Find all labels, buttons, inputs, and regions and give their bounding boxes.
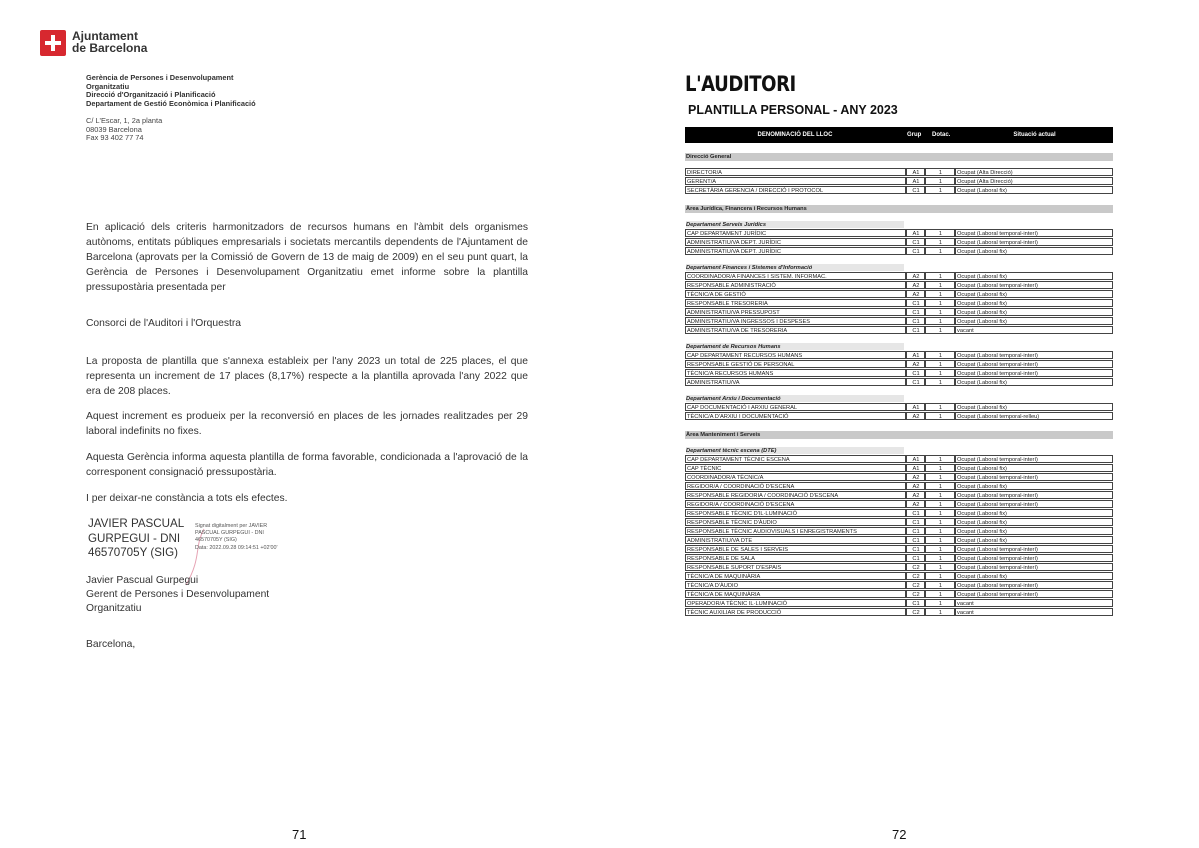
page-number: 72 (892, 827, 907, 842)
group-cell: A1 (906, 455, 925, 463)
table-row (685, 351, 1113, 360)
table-row (685, 177, 1113, 186)
table-row (685, 554, 1113, 563)
status-cell: vacant (955, 599, 1113, 607)
table-row (685, 378, 1113, 387)
position-cell: ADMINISTRATIU/VA PRESSUPOST (685, 308, 906, 316)
dotation-cell: 1 (925, 590, 955, 598)
table-row (685, 317, 1113, 326)
status-cell: Ocupat (Laboral fix) (955, 317, 1113, 325)
section-label: Departament Serveis Jurídics (686, 221, 904, 228)
department-header-row (685, 394, 1113, 403)
status-cell: Ocupat (Laboral fix) (955, 403, 1113, 411)
address-line: Fax 93 402 77 74 (86, 133, 144, 143)
status-cell: Ocupat (Laboral temporal-interí) (955, 545, 1113, 553)
position-cell: CAP DEPARTAMENT TÈCNIC ESCENA (685, 455, 906, 463)
position-cell: RESPONSABLE SUPORT D'ESPAIS (685, 563, 906, 571)
position-cell: RESPONSABLE TÈCNIC D'IL·LUMINACIÓ (685, 509, 906, 517)
position-cell: CAP DOCUMENTACIÓ I ARXIU GENERAL (685, 403, 906, 411)
dotation-cell: 1 (925, 369, 955, 377)
city-line: Barcelona, (86, 639, 136, 650)
group-cell: C1 (906, 186, 925, 194)
body-paragraph: Aquest increment es produeix per la reconversió en places de les jornades realitzades per 29 laboral indefinits no fixes. (86, 411, 528, 437)
group-cell: A2 (906, 281, 925, 289)
table-row (685, 536, 1113, 545)
position-cell: RESPONSABLE TÈCNIC AUDIOVISUALS I ENREGISTRAMENTS (685, 527, 906, 535)
status-cell: Ocupat (Laboral temporal-relleu) (955, 412, 1113, 420)
group-cell: C1 (906, 247, 925, 255)
position-cell: ADMINISTRATIU/VA DTE (685, 536, 906, 544)
status-cell: Ocupat (Laboral fix) (955, 299, 1113, 307)
table-row (685, 369, 1113, 378)
dotation-cell: 1 (925, 500, 955, 508)
group-cell: A2 (906, 412, 925, 420)
body-paragraph: En aplicació dels criteris harmonitzadors de recursos humans en l'àmbit dels organismes autònoms, entitats públiques empresarials i societats mercantils dependents de l'Ajuntament de Barcelona (aprovats per la Comissió de Govern de 13 de maig de 2009) en el seu punt quart, la Gerència de Persones i Desenvolupament Organitzatiu emet informe sobre la plantilla pressupostària presentada per (86, 222, 528, 293)
dotation-cell: 1 (925, 536, 955, 544)
position-cell: REGIDOR/A / COORDINACIÓ D'ESCENA (685, 500, 906, 508)
spacer-row (685, 256, 1113, 263)
position-cell: RESPONSABLE DE SALES I SERVEIS (685, 545, 906, 553)
spacer-row (685, 335, 1113, 342)
table-row (685, 563, 1113, 572)
position-cell: CAP TÈCNIC (685, 464, 906, 472)
dotation-cell: 1 (925, 299, 955, 307)
group-cell: A1 (906, 168, 925, 176)
spacer-row (685, 195, 1113, 202)
spacer-row (685, 213, 1113, 220)
group-cell: C2 (906, 590, 925, 598)
group-cell: A1 (906, 229, 925, 237)
department-line: Departament de Gestió Econòmica i Planificació (86, 98, 256, 108)
status-cell: Ocupat (Laboral temporal-interí) (955, 360, 1113, 368)
position-cell: TÈCNIC/A RECURSOS HUMANS (685, 369, 906, 377)
department-block (86, 74, 256, 108)
table-row (685, 491, 1113, 500)
group-cell: A2 (906, 500, 925, 508)
group-cell: A1 (906, 351, 925, 359)
header-dotac: Dotac. (932, 132, 951, 138)
status-cell: Ocupat (Laboral fix) (955, 482, 1113, 490)
dotation-cell: 1 (925, 308, 955, 316)
table-row (685, 308, 1113, 317)
section-label: Departament de Recursos Humans (686, 343, 904, 350)
group-cell: C1 (906, 599, 925, 607)
signer-line: Organitzatiu (86, 603, 142, 614)
section-label: Àrea Manteniment i Serveis (686, 432, 761, 438)
status-cell: vacant (955, 608, 1113, 616)
group-cell: C1 (906, 299, 925, 307)
position-cell: SECRETÀRIA GERENCIA / DIRECCIÓ I PROTOCOL (685, 186, 906, 194)
status-cell: Ocupat (Laboral temporal-interí) (955, 369, 1113, 377)
group-cell: C1 (906, 536, 925, 544)
header-name: DENOMINACIÓ DEL LLOC (757, 132, 833, 138)
table-row (685, 272, 1113, 281)
status-cell: Ocupat (Laboral fix) (955, 464, 1113, 472)
dotation-cell: 1 (925, 229, 955, 237)
status-cell: Ocupat (Laboral temporal-interí) (955, 491, 1113, 499)
dotation-cell: 1 (925, 482, 955, 490)
address-line: 08039 Barcelona (86, 124, 142, 134)
position-cell: GERENT/A (685, 177, 906, 185)
status-cell: Ocupat (Alta Direcció) (955, 177, 1113, 185)
auditori-logo: L'AUDITORI (685, 72, 796, 96)
position-cell: RESPONSABLE GESTIÓ DE PERSONAL (685, 360, 906, 368)
status-cell: Ocupat (Laboral fix) (955, 572, 1113, 580)
section-label: Departament Finances i Sistemes d'Informació (686, 264, 904, 271)
status-cell: Ocupat (Laboral temporal-interí) (955, 473, 1113, 481)
table-row (685, 590, 1113, 599)
status-cell: Ocupat (Laboral temporal-interí) (955, 590, 1113, 598)
address-line: C/ L'Escar, 1, 2a planta (86, 116, 163, 125)
status-cell: Ocupat (Laboral fix) (955, 527, 1113, 535)
table-row (685, 229, 1113, 238)
group-cell: A2 (906, 473, 925, 481)
table-row (685, 290, 1113, 299)
group-cell: C1 (906, 317, 925, 325)
position-cell: TÈCNIC AUXILIAR DE PRODUCCIÓ (685, 608, 906, 616)
dotation-cell: 1 (925, 581, 955, 589)
page-number: 71 (292, 827, 307, 842)
table-row (685, 186, 1113, 195)
ajuntament-logo (40, 30, 147, 56)
group-cell: A2 (906, 290, 925, 298)
position-cell: DIRECTOR/A (685, 168, 906, 176)
table-row (685, 360, 1113, 369)
section-label: Direcció General (686, 154, 732, 160)
digital-signature (88, 517, 278, 561)
position-cell: RESPONSABLE REGIDORIA / COORDINACIÓ D'ESCENA (685, 491, 906, 499)
table-body (685, 143, 1113, 617)
status-cell: Ocupat (Laboral temporal-interí) (955, 500, 1113, 508)
position-cell: RESPONSABLE TÈCNIC D'ÀUDIO (685, 518, 906, 526)
department-header-row (685, 342, 1113, 351)
area-header-row (685, 153, 1113, 161)
table-row (685, 247, 1113, 256)
dotation-cell: 1 (925, 412, 955, 420)
group-cell: C1 (906, 545, 925, 553)
position-cell: TÈCNIC/A DE MAQUINÀRIA (685, 572, 906, 580)
dotation-cell: 1 (925, 317, 955, 325)
group-cell: A2 (906, 491, 925, 499)
status-cell: Ocupat (Laboral fix) (955, 509, 1113, 517)
staff-table (685, 127, 1113, 617)
table-row (685, 545, 1113, 554)
department-header-row (685, 446, 1113, 455)
logo-line-2: de Barcelona (72, 41, 148, 55)
status-cell: Ocupat (Alta Direcció) (955, 168, 1113, 176)
group-cell: C1 (906, 509, 925, 517)
status-cell: Ocupat (Laboral fix) (955, 290, 1113, 298)
status-cell: Ocupat (Laboral temporal-interí) (955, 281, 1113, 289)
table-row (685, 168, 1113, 177)
body-paragraph: La proposta de plantilla que s'annexa estableix per l'any 2023 un total de 225 places, el que representa un increment de 17 places (8,17%) respecte a la plantilla aprovada l'any 2022 que era de 208 places. (86, 356, 528, 397)
position-cell: COORDINADOR/A TÈCNIC/A (685, 473, 906, 481)
spacer-row (685, 387, 1113, 394)
dotation-cell: 1 (925, 290, 955, 298)
dotation-cell: 1 (925, 545, 955, 553)
status-cell: Ocupat (Laboral temporal-interí) (955, 554, 1113, 562)
area-header-row (685, 431, 1113, 439)
status-cell: Ocupat (Laboral fix) (955, 536, 1113, 544)
status-cell: Ocupat (Laboral temporal-interí) (955, 563, 1113, 571)
position-cell: TÈCNIC/A D'ÀUDIO (685, 581, 906, 589)
signature-stamp-line: PASCUAL GURPEGUI - DNI (195, 530, 264, 537)
dotation-cell: 1 (925, 473, 955, 481)
signature-stamp-line: Data: 2022.09.28 09:14:51 +02'00' (195, 544, 278, 551)
dotation-cell: 1 (925, 272, 955, 280)
header-grup: Grup (907, 132, 922, 138)
dotation-cell: 1 (925, 281, 955, 289)
body-paragraph: I per deixar-ne constància a tots els efectes. (86, 493, 288, 504)
status-cell: Ocupat (Laboral fix) (955, 272, 1113, 280)
section-label: Àrea Jurídica, Financera i Recursos Humans (686, 206, 807, 212)
table-row (685, 599, 1113, 608)
group-cell: A2 (906, 272, 925, 280)
table-row (685, 518, 1113, 527)
dotation-cell: 1 (925, 326, 955, 334)
dotation-cell: 1 (925, 403, 955, 411)
position-cell: ADMINISTRATIU/VA (685, 378, 906, 386)
barcelona-shield-icon (40, 30, 66, 56)
position-cell: RESPONSABLE TRESORERIA (685, 299, 906, 307)
group-cell: C1 (906, 308, 925, 316)
signer-block (86, 574, 269, 616)
dotation-cell: 1 (925, 527, 955, 535)
group-cell: C1 (906, 369, 925, 377)
signature-name-line: 46570705Y (SIG) (88, 546, 179, 559)
table-row (685, 464, 1113, 473)
status-cell: vacant (955, 326, 1113, 334)
table-row (685, 238, 1113, 247)
dotation-cell: 1 (925, 599, 955, 607)
status-cell: Ocupat (Laboral temporal-interí) (955, 238, 1113, 246)
dotation-cell: 1 (925, 168, 955, 176)
signer-line: Gerent de Persones i Desenvolupament (86, 589, 270, 600)
status-cell: Ocupat (Laboral fix) (955, 186, 1113, 194)
position-cell: OPERADOR/A TÈCNIC IL·LUMINACIÓ (685, 599, 906, 607)
dotation-cell: 1 (925, 177, 955, 185)
spacer-row (685, 143, 1113, 150)
position-cell: RESPONSABLE DE SALA (685, 554, 906, 562)
position-cell: REGIDOR/A / COORDINACIÓ D'ESCENA (685, 482, 906, 490)
page-title: PLANTILLA PERSONAL - ANY 2023 (688, 103, 898, 117)
group-cell: A1 (906, 403, 925, 411)
dotation-cell: 1 (925, 378, 955, 386)
right-page (600, 0, 1199, 848)
group-cell: C2 (906, 581, 925, 589)
position-cell: ADMINISTRATIU/VA DE TRESORERIA (685, 326, 906, 334)
table-header (685, 127, 1113, 143)
table-row (685, 527, 1113, 536)
dotation-cell: 1 (925, 563, 955, 571)
spacer-row (685, 439, 1113, 446)
table-row (685, 299, 1113, 308)
section-label: Departament tècnic escena (DTE) (686, 447, 904, 454)
department-line: Gerència de Persones i Desenvolupament (86, 73, 234, 82)
department-line: Direcció d'Organització i Planificació (86, 90, 216, 100)
position-cell: CAP DEPARTAMENT RECURSOS HUMANS (685, 351, 906, 359)
position-cell: TÈCNIC/A DE GESTIÓ (685, 290, 906, 298)
department-header-row (685, 220, 1113, 229)
table-row (685, 281, 1113, 290)
table-row (685, 473, 1113, 482)
group-cell: C1 (906, 518, 925, 526)
table-row (685, 482, 1113, 491)
dotation-cell: 1 (925, 518, 955, 526)
table-row (685, 509, 1113, 518)
section-label: Departament Arxiu i Documentació (686, 395, 904, 402)
position-cell: TÈCNIC/A D'ARXIU I DOCUMENTACIÓ (685, 412, 906, 420)
group-cell: C1 (906, 527, 925, 535)
status-cell: Ocupat (Laboral fix) (955, 518, 1113, 526)
department-line: Organitzatiu (86, 81, 130, 91)
position-cell: CAP DEPARTAMENT JURÍDIC (685, 229, 906, 237)
header-situacio: Situació actual (1013, 132, 1056, 138)
table-row (685, 455, 1113, 464)
body-paragraph: Aquesta Gerència informa aquesta plantilla de forma favorable, condicionada a l'aprovació de la corresponent consignació pressupostària. (86, 452, 528, 478)
status-cell: Ocupat (Laboral temporal-interí) (955, 581, 1113, 589)
signature-name-line: GURPEGUI - DNI (88, 531, 181, 545)
status-cell: Ocupat (Laboral temporal-interí) (955, 229, 1113, 237)
position-cell: TÈCNIC/A DE MAQUINÀRIA (685, 590, 906, 598)
logo-line-1: Ajuntament (72, 29, 138, 43)
spacer-row (685, 161, 1113, 168)
group-cell: A2 (906, 360, 925, 368)
dotation-cell: 1 (925, 186, 955, 194)
status-cell: Ocupat (Laboral fix) (955, 308, 1113, 316)
dotation-cell: 1 (925, 247, 955, 255)
table-row (685, 403, 1113, 412)
dotation-cell: 1 (925, 491, 955, 499)
signer-line: Javier Pascual Gurpegui (86, 575, 199, 586)
dotation-cell: 1 (925, 360, 955, 368)
group-cell: C1 (906, 378, 925, 386)
dotation-cell: 1 (925, 608, 955, 616)
table-row (685, 500, 1113, 509)
dotation-cell: 1 (925, 455, 955, 463)
table-row (685, 581, 1113, 590)
position-cell: RESPONSABLE ADMINISTRACIÓ (685, 281, 906, 289)
signature-stamp-line: Signat digitalment per JAVIER (195, 523, 268, 529)
dotation-cell: 1 (925, 464, 955, 472)
body-paragraph: Consorci de l'Auditori i l'Orquestra (86, 318, 242, 329)
group-cell: C2 (906, 608, 925, 616)
status-cell: Ocupat (Laboral fix) (955, 378, 1113, 386)
group-cell: C1 (906, 238, 925, 246)
table-row (685, 412, 1113, 421)
position-cell: ADMINISTRATIU/VA DEPT. JURÍDIC (685, 238, 906, 246)
status-cell: Ocupat (Laboral temporal-interí) (955, 455, 1113, 463)
signature-stamp-line: 46570705Y (SIG) (195, 537, 237, 544)
area-header-row (685, 205, 1113, 213)
position-cell: ADMINISTRATIU/VA DEPT. JURÍDIC (685, 247, 906, 255)
table-row (685, 572, 1113, 581)
department-header-row (685, 263, 1113, 272)
group-cell: A2 (906, 482, 925, 490)
status-cell: Ocupat (Laboral temporal-interí) (955, 351, 1113, 359)
signature-name-line: JAVIER PASCUAL (88, 517, 185, 530)
position-cell: COORDINADOR/A FINANCES I SISTEM. INFORMAC. (685, 272, 906, 280)
dotation-cell: 1 (925, 554, 955, 562)
group-cell: A1 (906, 177, 925, 185)
table-row (685, 608, 1113, 617)
group-cell: C1 (906, 554, 925, 562)
status-cell: Ocupat (Laboral fix) (955, 247, 1113, 255)
left-page (0, 0, 599, 848)
group-cell: C1 (906, 326, 925, 334)
table-row (685, 326, 1113, 335)
group-cell: A1 (906, 464, 925, 472)
dotation-cell: 1 (925, 509, 955, 517)
spacer-row (685, 421, 1113, 428)
position-cell: ADMINISTRATIU/VA INGRESSOS I DESPESES (685, 317, 906, 325)
group-cell: C2 (906, 563, 925, 571)
dotation-cell: 1 (925, 572, 955, 580)
dotation-cell: 1 (925, 238, 955, 246)
group-cell: C2 (906, 572, 925, 580)
dotation-cell: 1 (925, 351, 955, 359)
address-block (86, 117, 162, 143)
